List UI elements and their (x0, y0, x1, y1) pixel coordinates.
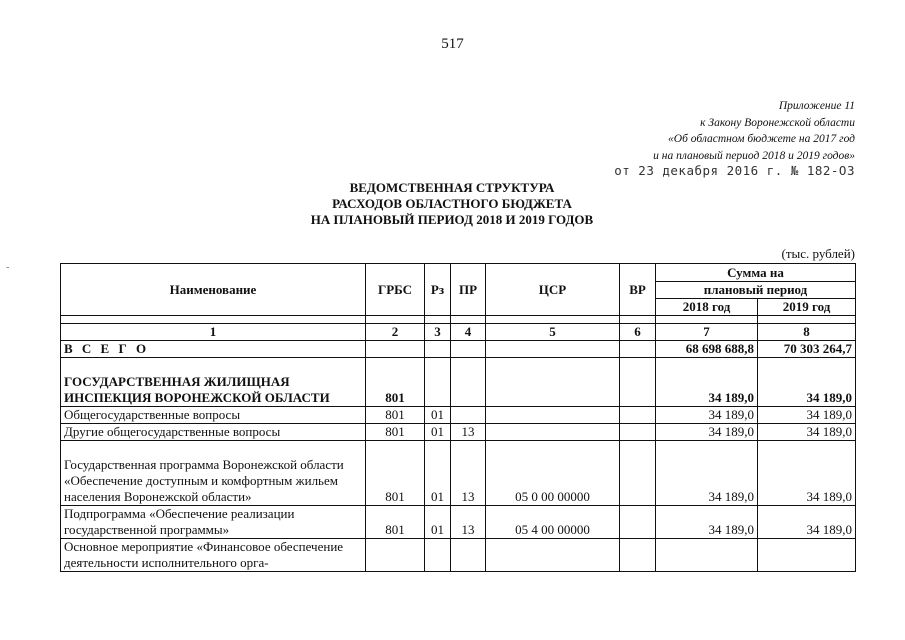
row-rz: 01 (425, 441, 451, 506)
row-rz: 01 (425, 424, 451, 441)
row-grbs: 801 (366, 358, 425, 407)
table-row (61, 539, 856, 572)
row-vr (620, 358, 656, 407)
row-vr (620, 424, 656, 441)
table-row (61, 506, 856, 539)
header-sum-period: плановый период (656, 282, 856, 299)
row-csr (486, 407, 620, 424)
row-sum-2019: 34 189,0 (758, 407, 856, 424)
appendix-line: и на плановый период 2018 и 2019 годов» (653, 149, 855, 162)
row-rz (425, 358, 451, 407)
row-sum-2019: 70 303 264,7 (758, 341, 856, 358)
row-csr (486, 539, 620, 572)
table-gap (61, 316, 856, 324)
column-number: 5 (486, 324, 620, 341)
row-vr (620, 341, 656, 358)
row-sum-2019: 34 189,0 (758, 441, 856, 506)
column-number: 7 (656, 324, 758, 341)
column-number: 3 (425, 324, 451, 341)
header-2019: 2019 год (758, 299, 856, 316)
row-grbs: 801 (366, 424, 425, 441)
column-number: 8 (758, 324, 856, 341)
header-grbs: ГРБС (366, 264, 425, 316)
row-sum-2018: 34 189,0 (656, 506, 758, 539)
row-name: ГОСУДАРСТВЕННАЯ ЖИЛИЩНАЯ ИНСПЕКЦИЯ ВОРОНЕЖСКОЙ ОБЛАСТИ (61, 358, 366, 407)
row-sum-2018: 34 189,0 (656, 407, 758, 424)
table-header-row (61, 264, 856, 282)
appendix-line: к Закону Воронежской области (700, 116, 855, 129)
page-number: 517 (441, 36, 464, 52)
row-name: Другие общегосударственные вопросы (61, 424, 366, 441)
column-number: 2 (366, 324, 425, 341)
row-rz: 01 (425, 407, 451, 424)
table-row (61, 341, 856, 358)
row-rz (425, 539, 451, 572)
header-2018: 2018 год (656, 299, 758, 316)
header-vr: ВР (620, 264, 656, 316)
row-csr: 05 0 00 00000 (486, 441, 620, 506)
title-line: ВЕДОМСТВЕННАЯ СТРУКТУРА (349, 180, 555, 195)
row-vr (620, 539, 656, 572)
row-sum-2019 (758, 539, 856, 572)
row-name: В С Е Г О (61, 341, 366, 358)
table-row (61, 358, 856, 407)
table-row (61, 424, 856, 441)
column-number-row (61, 324, 856, 341)
header-rz: Рз (425, 264, 451, 316)
row-name: Подпрограмма «Обеспечение реализации государственной программы» (61, 506, 366, 539)
row-pr (451, 358, 486, 407)
row-grbs: 801 (366, 441, 425, 506)
row-csr: 05 4 00 00000 (486, 506, 620, 539)
row-name: Государственная программа Воронежской области «Обеспечение доступным и комфортным жильем населения Воронежской области» (61, 441, 366, 506)
row-grbs: 801 (366, 407, 425, 424)
row-pr (451, 539, 486, 572)
header-sum: Сумма на (656, 264, 856, 282)
row-pr: 13 (451, 506, 486, 539)
row-sum-2019: 34 189,0 (758, 358, 856, 407)
title-line: РАСХОДОВ ОБЛАСТНОГО БЮДЖЕТА (332, 196, 572, 211)
budget-table (60, 263, 856, 572)
row-grbs: 801 (366, 506, 425, 539)
header-csr: ЦСР (486, 264, 620, 316)
row-sum-2019: 34 189,0 (758, 506, 856, 539)
document-title (242, 180, 662, 228)
row-csr (486, 358, 620, 407)
row-grbs (366, 341, 425, 358)
row-rz: 01 (425, 506, 451, 539)
row-sum-2019: 34 189,0 (758, 424, 856, 441)
row-pr (451, 407, 486, 424)
row-sum-2018: 68 698 688,8 (656, 341, 758, 358)
margin-mark: - (6, 262, 10, 273)
row-pr: 13 (451, 424, 486, 441)
row-csr (486, 424, 620, 441)
row-sum-2018: 34 189,0 (656, 358, 758, 407)
row-sum-2018: 34 189,0 (656, 424, 758, 441)
row-name: Общегосударственные вопросы (61, 407, 366, 424)
column-number: 6 (620, 324, 656, 341)
row-vr (620, 441, 656, 506)
row-csr (486, 341, 620, 358)
title-line: НА ПЛАНОВЫЙ ПЕРИОД 2018 И 2019 ГОДОВ (310, 212, 594, 227)
appendix-line: Приложение 11 (778, 100, 855, 112)
header-name: Наименование (61, 264, 366, 316)
appendix-line: «Об областном бюджете на 2017 год (668, 133, 855, 145)
table-row (61, 441, 856, 506)
law-date-stamp: от 23 декабря 2016 г. № 182-ОЗ (614, 163, 855, 178)
appendix-note (653, 98, 855, 164)
row-grbs (366, 539, 425, 572)
header-pr: ПР (451, 264, 486, 316)
row-sum-2018 (656, 539, 758, 572)
row-sum-2018: 34 189,0 (656, 441, 758, 506)
row-pr (451, 341, 486, 358)
row-name: Основное мероприятие «Финансовое обеспечение деятельности исполнительного орга- (61, 539, 366, 572)
row-vr (620, 407, 656, 424)
column-number: 1 (61, 324, 366, 341)
row-rz (425, 341, 451, 358)
row-pr: 13 (451, 441, 486, 506)
table-row (61, 407, 856, 424)
unit-note: (тыс. рублей) (781, 246, 855, 261)
row-vr (620, 506, 656, 539)
column-number: 4 (451, 324, 486, 341)
